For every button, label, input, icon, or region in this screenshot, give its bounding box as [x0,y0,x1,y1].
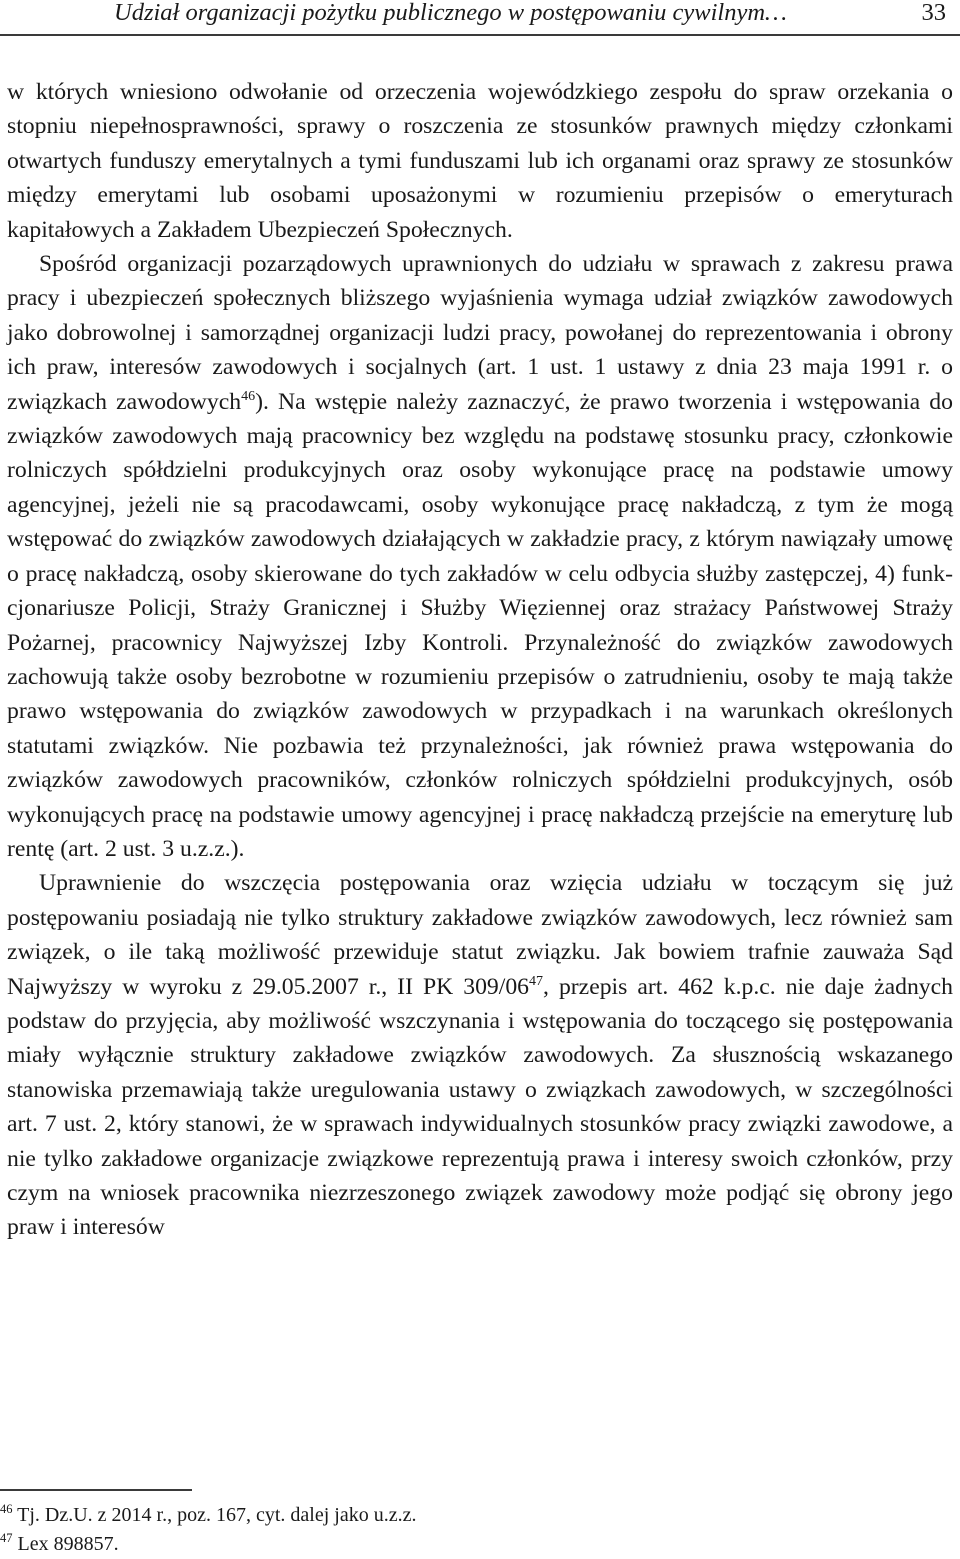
footnotes [0,1501,940,1559]
paragraph-3-part-b: , przepis art. 462 k.p.c. nie daje żadnych podstaw do przyjęcia, aby możliwość wszczynania i wstępowania do toczącego się postępowania miały wyłącznie struktury zakładowe związków zawodowych. Za słusznością wskazanego stanowiska przemawiają także uregulowania ustawy o związkach zawodowych, w szczególności art. 7 ust. 2, który stanowi, że w sprawach indywidualnych stosunków pracy związki zawodowe, a nie tylko zakładowe organizacje związkowe reprezentują prawa i interesy swoich członków, przy czym na wniosek pracownika niezrzeszonego związek zawodowy może podjąć się obrony jego praw i interesów [7,973,953,1241]
footnote-marker: 47 [0,1531,13,1545]
paragraph-1: w których wniesiono odwołanie od orzeczenia wojewódzkiego zespołu do spraw orzekania o stopniu niepełnosprawności, sprawy o roszczenia ze stosunków prawnych między członkami otwartych funduszy emerytalnych a tymi funduszami lub ich organami oraz sprawy ze stosunków między emerytami lub osobami uposażonymi w rozumieniu przepisów o emeryturach kapitałowych a Zakładem Ubezpieczeń Społecznych. [7,79,953,243]
paragraph-3-part-a: Uprawnienie do wszczęcia postępowania oraz wzięcia udziału w toczącym się już postępowaniu posiadają nie tylko struktury zakładowe związków zawodowych, lecz również sam związek, o ile taką możliwość przewiduje statut związku. Jak bowiem trafnie zauważa Sąd Najwyższy w wyroku z 29.05.2007 r., II PK 309/06 [7,870,953,1000]
footnote-text: Tj. Dz.U. z 2014 r., poz. 167, cyt. dalej jako u.z.z. [12,1504,417,1526]
paragraph-3 [7,866,953,1244]
page-number: 33 [921,0,946,26]
paragraph-2-part-b: ). Na wstępie należy zaznaczyć, że prawo tworzenia i wstępowania do związków zawodowych mają pracownicy bez względu na podstawę stosunku pracy, członkowie rolniczych spółdzielni produkcyjnych oraz osoby wykonujące pracę na podstawie umowy agencyjnej, jeżeli nie są pracodawcami, osoby wykonujące pracę nakładczą, z tym że mogą wstępować do związków zawodowych działających w zakładzie pracy, z którym nawiązały umowę o pracę nakładczą, osoby skierowane do tych zakładów w celu odbycia służby zastępczej, 4) funkcjonariusze Policji, Straży Granicznej i Służby Więziennej oraz strażacy Państwowej Straży Pożarnej, pracownicy Najwyższej Izby Kontroli. Przynależność do związków zawodowych zachowują także osoby bezrobotne w rozumieniu przepisów o zatrudnieniu, osoby te mają także prawo wstępowania do związków zawodowych w przypadkach i na warunkach określonych statutami związków. Nie pozbawia też przynależności, jak również prawa wstępowania do związków zawodowych pracowników, członków rolniczych spółdzielni produkcyjnych, osób wykonujących pracę na podstawie umowy agencyjnej i pracę nakładczą przejście na emeryturę lub rentę (art. 2 ust. 3 u.z.z.). [7,388,953,862]
footnote-47 [0,1530,940,1559]
running-header [6,0,954,34]
footnote-46 [0,1501,940,1530]
footnote-text: Lex 898857. [12,1533,119,1555]
footnote-ref-47[interactable]: 47 [529,973,544,989]
running-title: Udział organizacji pożytku publicznego w postępowaniu cywilnym… [114,0,787,26]
footnote-ref-46[interactable]: 46 [241,388,256,404]
footnote-marker: 46 [0,1502,13,1516]
header-rule [0,34,960,36]
footnote-rule [0,1489,192,1491]
paragraph-2-part-a: Spośród organizacji pozarządowych uprawnionych do udziału w sprawach z zakresu prawa pracy i ubezpieczeń społecznych bliższego wyjaśnienia wymaga udział związków zawodowych jako dobrowolnej i samorządnej organizacji ludzi pracy, powołanej do reprezentowania i obrony ich praw, interesów zawodowych i socjalnych (art. 1 ust. 1 ustawy z dnia 23 maja 1991 r. o związkach zawodowych [7,251,953,415]
paragraph-2 [7,247,953,866]
body-text [7,75,953,1245]
